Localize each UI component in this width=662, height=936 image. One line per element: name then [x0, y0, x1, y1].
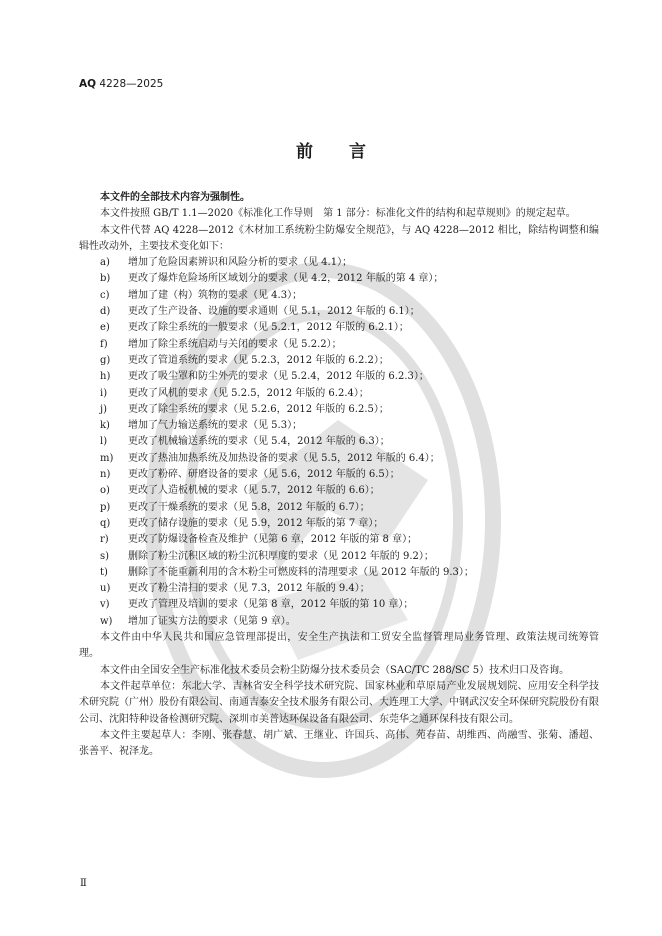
document-body [79, 190, 599, 760]
list-marker: g) [100, 354, 111, 366]
list-item [79, 532, 599, 548]
list-item [79, 581, 599, 597]
list-item [79, 500, 599, 516]
list-marker: n) [100, 469, 111, 481]
list-item [79, 402, 599, 418]
list-marker: k) [100, 420, 110, 432]
list-item [79, 320, 599, 336]
list-item-text: 更改了热油加热系统及加热设备的要求（见 5.5，2012 年版的 6.4）； [128, 452, 440, 464]
list-item-text: 更改了机械输送系统的要求（见 5.4，2012 年版的 6.3）； [128, 436, 390, 448]
list-marker: u) [100, 583, 111, 595]
list-marker: d) [100, 306, 111, 318]
drafting-basis-paragraph: 本文件按照 GB/T 1.1—2020《标准化工作导则 第 1 部分：标准化文件的结构和起草规则》的规定起草。 [100, 208, 576, 220]
list-item-text: 更改了管道系统的要求（见 5.2.3，2012 年版的 6.2.2）； [128, 354, 389, 366]
page-number: Ⅱ [80, 878, 87, 889]
list-item-text: 更改了风机的要求（见 5.2.5，2012 年版的 6.2.4）； [128, 387, 369, 399]
list-item [79, 467, 599, 483]
title-char-2: 言 [349, 142, 366, 162]
list-item [79, 418, 599, 434]
list-item-text: 删除了不能重新利用的含木粉尘可燃废料的清理要求（见 2012 年版的 9.3）； [128, 566, 474, 578]
title-char-1: 前 [296, 142, 313, 162]
list-item-text: 更改了除尘系统的一般要求（见 5.2.1，2012 年版的 6.2.1）； [128, 322, 409, 334]
list-item-text: 增加了除尘系统启动与关闭的要求（见 5.2.2）； [128, 338, 342, 350]
mandatory-statement: 本文件的全部技术内容为强制性。 [100, 192, 250, 203]
list-marker: r) [100, 534, 109, 546]
list-marker: h) [100, 371, 111, 383]
list-item [79, 565, 599, 581]
list-item [79, 304, 599, 320]
list-item [79, 483, 599, 499]
list-item-text: 更改了人造板机械的要求（见 5.7，2012 年版的 6.6）； [128, 485, 380, 497]
list-item [79, 614, 599, 630]
drafting-units-paragraph: 本文件起草单位：东北大学、吉林省安全科学技术研究院、国家林业和草原局产业发展规划院、应用安全科学技术研究院（广州）股份有限公司、南通吉泰安全技术服务有限公司、大连理工大学、中钢武汉安全环保研究院股份有限公司、沈阳特种设备检测研究院、深圳市美普达环保设备有限公司、东莞华之通环保科技有限公司。 [79, 680, 599, 725]
list-item-text: 增加了气力输送系统的要求（见 5.3）； [128, 420, 303, 432]
list-item-text: 更改了粉碎、研磨设备的要求（见 5.6，2012 年版的 6.5）； [128, 469, 400, 481]
list-item [79, 288, 599, 304]
list-marker: q) [100, 517, 111, 529]
list-item [79, 337, 599, 353]
replacement-paragraph: 本文件代替 AQ 4228—2012《木材加工系统粉尘防爆安全规范》，与 AQ 4228—2012 相比，除结构调整和编辑性改动外，主要技术变化如下： [79, 224, 599, 252]
list-marker: j) [100, 403, 108, 415]
changes-list [79, 255, 599, 630]
list-marker: c) [100, 289, 110, 301]
list-item [79, 597, 599, 613]
list-marker: t) [100, 566, 108, 578]
list-item-text: 更改了粉尘清扫的要求（见 7.3，2012 年版的 9.4）； [128, 583, 370, 595]
drafters-paragraph: 本文件主要起草人：李刚、张春慧、胡广斌、王继业、许国兵、高伟、苑春苗、胡维西、尚融雪、张菊、潘超、张善平、祝泽龙。 [79, 729, 599, 758]
list-item [79, 271, 599, 287]
committee-paragraph: 本文件由全国安全生产标准化技术委员会粉尘防爆分技术委员会（SAC/TC 288/SC 5）技术归口及咨询。 [100, 664, 570, 676]
list-item [79, 434, 599, 450]
list-item [79, 255, 599, 271]
list-marker: w) [100, 615, 113, 627]
list-item-text: 更改了生产设备、设施的要求通则（见 5.1，2012 年版的 6.1）； [128, 306, 420, 318]
list-item-text: 更改了防爆设备检查及维护（见第 6 章，2012 年版的第 8 章）； [128, 534, 418, 546]
list-marker: s) [100, 550, 110, 562]
list-marker: e) [100, 322, 110, 334]
list-item-text: 更改了爆炸危险场所区域划分的要求（见 4.2，2012 年版的第 4 章）； [128, 273, 444, 285]
list-marker: a) [100, 257, 110, 269]
standard-code [79, 78, 163, 90]
list-marker: i) [100, 387, 108, 399]
list-marker: o) [100, 485, 110, 497]
list-item-text: 更改了干燥系统的要求（见 5.8，2012 年版的 6.7）； [128, 501, 370, 513]
proposer-paragraph: 本文件由中华人民共和国应急管理部提出，安全生产执法和工贸安全监督管理局业务管理、政策法规司统筹管理。 [79, 632, 599, 660]
list-item-text: 更改了储存设施的要求（见 5.9，2012 年版的第 7 章）； [128, 517, 384, 529]
standard-prefix: AQ [79, 78, 97, 90]
list-item-text: 增加了建（构）筑物的要求（见 4.3）； [128, 289, 303, 301]
list-marker: m) [100, 452, 114, 464]
list-item [79, 549, 599, 565]
list-marker: l) [100, 436, 108, 448]
list-item-text: 增加了证实方法的要求（见第 9 章）。 [128, 615, 296, 627]
list-item-text: 增加了危险因素辨识和风险分析的要求（见 4.1）； [128, 257, 353, 269]
list-item-text: 更改了管理及培训的要求（见第 8 章，2012 年版的第 10 章）； [128, 599, 414, 611]
list-marker: p) [100, 501, 111, 513]
list-item-text: 更改了除尘系统的要求（见 5.2.6，2012 年版的 6.2.5）； [128, 403, 389, 415]
list-item [79, 353, 599, 369]
standard-number: 4228—2025 [99, 78, 164, 90]
list-item [79, 369, 599, 385]
list-item-text: 删除了粉尘沉积区域的粉尘沉积厚度的要求（见 2012 年版的 9.2）； [128, 550, 434, 562]
list-marker: f) [100, 338, 108, 350]
page-title [0, 137, 662, 162]
list-item-text: 更改了吸尘罩和防尘外壳的要求（见 5.2.4，2012 年版的 6.2.3）； [128, 371, 429, 383]
list-marker: v) [100, 599, 110, 611]
list-item [79, 516, 599, 532]
list-item [79, 386, 599, 402]
list-item [79, 451, 599, 467]
list-marker: b) [100, 273, 111, 285]
